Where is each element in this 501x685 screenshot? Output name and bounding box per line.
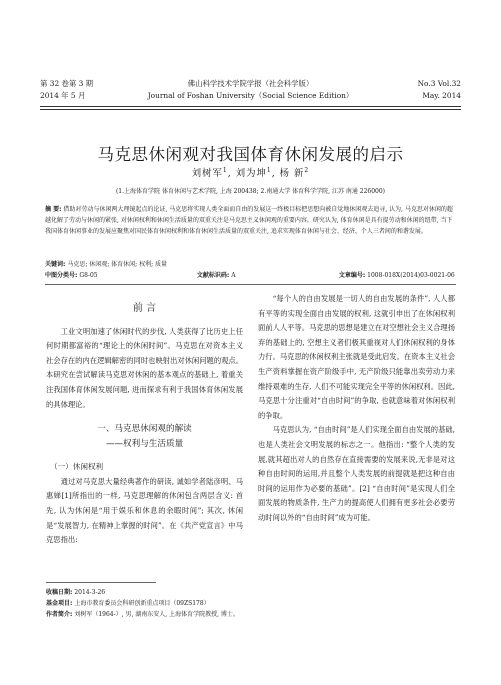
section-heading-1 bbox=[46, 422, 243, 452]
subsection-1-paragraph: 通过对马克思大量经典著作的研读, 诚如学者陆彦明、马惠娣[1]所指出的一样, 马克思理解的休闲包含两层含义: 首先, 认为休闲是“用于娱乐和休息的余暇时间”; 其次, 休闲是“发展智力, 在精神上掌握的时间”。在《共产党宣言》中马克思指出: bbox=[46, 476, 243, 545]
header-rule-thin bbox=[40, 109, 461, 110]
preface-paragraph: 工业文明加速了休闲时代的步伐, 人类获得了比历史上任何时期都富裕的“理论上的休闲时间”。马克思在对资本主义社会存在的内在逻辑解密的同时也映射出对休闲问题的观点。本研究在尝试解读马克思对休闲的基本观点的基础上, 着重关注我国体育休闲发展问题, 进而探求有利于我国体育休闲发展的具体理论。 bbox=[46, 326, 244, 409]
issue-number-en: No.3 Vol.32 bbox=[417, 79, 461, 88]
author-bio-label: 作者简介: bbox=[46, 611, 73, 618]
journal-header bbox=[40, 78, 461, 104]
journal-name bbox=[40, 78, 461, 102]
fund-label: 基金项目: bbox=[46, 600, 73, 607]
classification-line bbox=[45, 271, 456, 282]
meta-separator bbox=[45, 284, 456, 285]
received-label: 收稿日期: bbox=[46, 589, 73, 596]
volume-issue: 第 32 卷第 3 期 bbox=[40, 79, 94, 88]
clc-value: G8-05 bbox=[79, 271, 98, 279]
author-name: 杨 新 bbox=[279, 168, 305, 179]
received-value: 2014-3-26 bbox=[74, 589, 106, 596]
author-affil-mark: 1 bbox=[266, 166, 272, 174]
fund-value: 上海市教育委员会科研创新重点项目（09ZS178） bbox=[74, 600, 210, 607]
clc-label: 中图分类号: bbox=[45, 271, 78, 279]
affiliation: (1.上海体育学院 体育休闲与艺术学院, 上海 200438; 2.南通大学 体育科学学院, 江苏 南通 226000) bbox=[115, 188, 386, 195]
author-bio bbox=[46, 609, 456, 620]
received-date bbox=[46, 587, 456, 598]
abstract-label: 摘 要: bbox=[45, 206, 62, 213]
publication-date: 2014 年 5 月 bbox=[40, 91, 86, 100]
keywords bbox=[45, 260, 456, 271]
article-id-label: 文章编号: bbox=[338, 271, 366, 279]
body-paragraph: 马克思认为, “自由时间”是人们实现全面自由发展的基础, 也是人类社会文明发展的标志之一。他指出: “整个人类的发展,就其超出对人的自然存在直接需要的发展来说,无非是对这种自由时间的运用,并且整个人类发展的前提就是把这种自由时间的运用作为必要的基础”。[2] “自由时间”是实现人们全面发展的物质条件, 生产力的提高使人们拥有更多社会必要劳动时间以外的“自由时间”成为可能。 bbox=[258, 425, 455, 522]
journal-name-en: Journal of Foshan University（Social Science Edition） bbox=[147, 91, 354, 100]
keywords-text: 马克思; 休闲观; 体育休闲; 权利; 质量 bbox=[67, 261, 168, 268]
date-en: May. 2014 bbox=[422, 91, 461, 100]
section-heading-preface: 前 言 bbox=[132, 303, 157, 314]
article-title: 马克思休闲观对我国体育休闲发展的启示 bbox=[97, 145, 404, 164]
footnotes bbox=[46, 587, 456, 620]
article-id-value: 1008-018X(2014)03-0021-06 bbox=[367, 271, 455, 279]
body-paragraph: “每个人的自由发展是一切人的自由发展的条件”, 人人都有平等的实现全面自由发展的权利, 这就引申出了在休闲权利面前人人平等。马克思的思想是建立在对空想社会主义合理扬弃的基础上的, 空想主义者们极其重视对人们休闲权利的身体力行。马克思的休闲权利主张就是受此启发。在资本主义社会生产资料掌握在资产阶级手中, 无产阶级只能靠出卖劳动力来维持艰难的生存, 人们不可能实现完全平等的休闲权利。因此, 马克思十分注重对“自由时间”的争取, 也就意味着对休闲权利的争取。 bbox=[258, 294, 456, 420]
author-name: 刘树军 bbox=[191, 168, 223, 179]
author-affil-mark: 1 bbox=[222, 166, 228, 174]
left-column bbox=[46, 292, 243, 548]
author-name: 刘为坤 bbox=[235, 168, 267, 179]
doc-code-label: 文献标识码: bbox=[196, 271, 230, 279]
doc-code-value: A bbox=[231, 271, 236, 279]
right-column bbox=[258, 292, 455, 526]
fund-info bbox=[46, 598, 456, 609]
keywords-label: 关键词: bbox=[45, 261, 66, 268]
author-bio-value: 刘树军（1964-）, 男, 湖南东安人, 上海体育学院教授, 博士。 bbox=[74, 611, 239, 618]
abstract-text: 借助对劳动与休闲两大理镜起点的论证, 马克思将实现人类全面而自由的发展这一终极目标把思想向被自觉地休闲观去追寻, 认为, 马克思对休闲的超越化解了劳动与休闲的紧张, 对休闲权利和休闲生活质量的双重关注是马克思主义休闲观的重要内容。研究认为, 体育休闲是具有提劳动和休闲的纽带, 当下我国体育休闲事业的发展应聚焦对国民体育休闲权利和体育休闲生活质量的双重关注, 追求实现体育休闲与社会、经济、个人三者间的和谐发展。 bbox=[45, 206, 453, 235]
volume-info-en bbox=[418, 78, 461, 102]
journal-name-cn: 佛山科学技术学院学报（社会科学版） bbox=[187, 79, 314, 88]
section-heading-1-main: 一、马克思休闲观的解读 bbox=[97, 424, 192, 435]
author-affil-mark: 2 bbox=[304, 166, 310, 174]
section-heading-1-sub: ——权利与生活质量 bbox=[105, 439, 184, 450]
header-rule bbox=[40, 106, 461, 107]
article-meta bbox=[45, 260, 456, 282]
author-list: 刘树军$^1$, 刘为坤$^1$, 杨 新$^2$ bbox=[191, 166, 310, 179]
subsection-heading-1: （一）休闲权利 bbox=[50, 462, 104, 472]
footnote-rule bbox=[46, 582, 156, 583]
abstract bbox=[45, 205, 456, 237]
